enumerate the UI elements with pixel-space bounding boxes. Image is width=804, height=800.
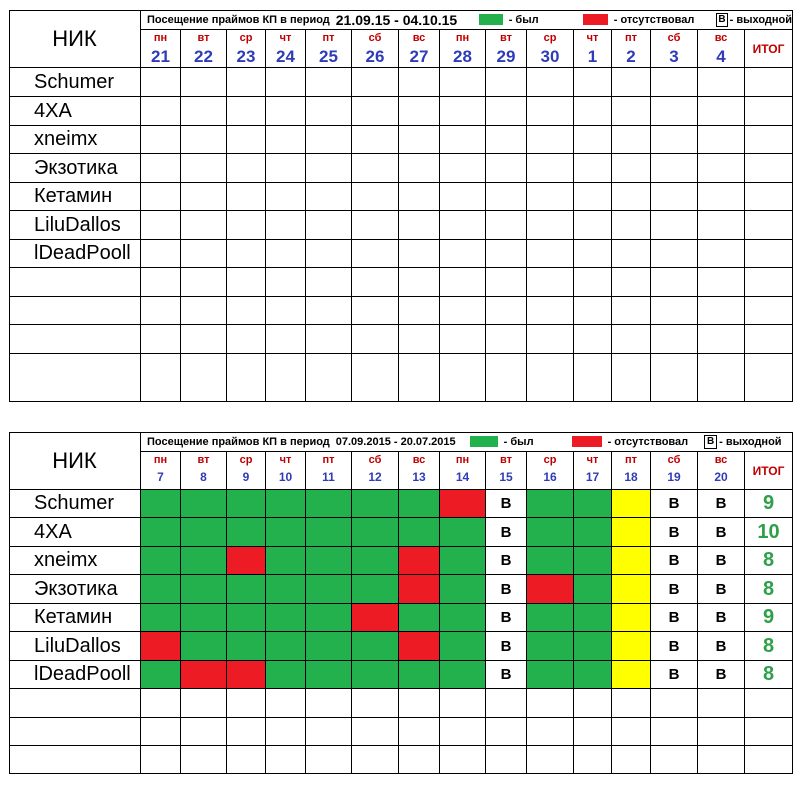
attendance-cell	[486, 689, 527, 718]
day-number: 3	[669, 47, 679, 66]
attendance-cell	[352, 746, 399, 774]
attendance-absent-cell	[440, 490, 486, 518]
attendance-cell	[527, 689, 574, 718]
attendance-cell	[306, 689, 352, 718]
attendance-present-cell	[306, 490, 352, 518]
day-of-week: пт	[624, 32, 638, 44]
legend-dayoff-mark: В	[718, 13, 726, 25]
day-of-week: пн	[153, 454, 168, 466]
attendance-present-cell	[399, 661, 440, 689]
attendance-present-cell	[141, 604, 181, 632]
attendance-present-cell	[227, 632, 266, 661]
day-number: 22	[194, 47, 213, 66]
attendance-present-cell	[181, 518, 227, 547]
legend-absent-label: - отсутствовал	[613, 13, 695, 26]
player-nick: Экзотика	[9, 575, 141, 604]
day-header	[141, 452, 181, 490]
day-of-week: вс	[412, 454, 426, 466]
player-nick	[9, 718, 141, 746]
day-number: 12	[368, 470, 382, 484]
attendance-present-cell	[306, 632, 352, 661]
dayoff-mark: В	[500, 637, 512, 655]
attendance-dayoff-cell	[698, 490, 745, 518]
attendance-present-cell	[527, 632, 574, 661]
attendance-present-cell	[227, 518, 266, 547]
attendance-cell	[141, 689, 181, 718]
attendance-present-cell	[352, 490, 399, 518]
day-of-week: ср	[239, 454, 253, 466]
day-of-week: пт	[322, 32, 335, 44]
period-dates: 21.09.15 - 04.10.15	[335, 11, 458, 28]
attendance-present-cell	[227, 490, 266, 518]
attendance-dayoff-cell	[698, 547, 745, 575]
attendance-present-cell	[141, 490, 181, 518]
attendance-dayoff-cell	[486, 518, 527, 547]
attendance-cell	[651, 718, 698, 746]
day-number: 25	[319, 47, 338, 66]
dayoff-mark: В	[668, 552, 680, 569]
attendance-present-cell	[399, 604, 440, 632]
attendance-absent-cell	[181, 661, 227, 689]
player-nick: Кетамин	[9, 183, 141, 211]
attendance-present-cell	[574, 547, 612, 575]
attendance-cell	[527, 746, 574, 774]
dayoff-mark: В	[668, 609, 680, 626]
attendance-cell	[612, 718, 651, 746]
attendance-cell	[651, 746, 698, 774]
attendance-dayoff-cell	[698, 604, 745, 632]
day-header	[306, 452, 352, 490]
day-of-week: пн	[455, 454, 470, 466]
day-of-week: вт	[499, 454, 512, 466]
attendance-dayoff-cell	[698, 518, 745, 547]
day-number: 1	[587, 47, 598, 66]
attendance-present-cell	[440, 518, 486, 547]
attendance-present-cell	[266, 490, 306, 518]
attendance-dayoff-cell	[486, 490, 527, 518]
legend-dayoff-label: - выходной	[719, 435, 782, 448]
day-of-week: ср	[543, 454, 557, 466]
attendance-cell	[306, 746, 352, 774]
attendance-present-cell	[399, 490, 440, 518]
day-header	[651, 452, 698, 490]
player-nick: LiluDallos	[9, 211, 141, 240]
day-of-week: чт	[586, 454, 599, 466]
day-of-week: сб	[368, 32, 382, 44]
attendance-cell	[574, 718, 612, 746]
attendance-cell	[574, 746, 612, 774]
attendance-cell	[527, 718, 574, 746]
dayoff-mark: В	[500, 523, 512, 541]
period-title-bar	[141, 432, 793, 452]
attendance-holiday-cell	[612, 604, 651, 632]
attendance-present-cell	[352, 547, 399, 575]
attendance-total: 8	[745, 661, 793, 689]
day-of-week: пн	[153, 32, 168, 44]
day-number: 10	[278, 470, 293, 484]
day-header	[486, 452, 527, 490]
attendance-holiday-cell	[612, 518, 651, 547]
attendance-present-cell	[227, 604, 266, 632]
dayoff-mark: В	[500, 666, 512, 683]
attendance-present-cell	[527, 604, 574, 632]
player-nick: xneimx	[9, 126, 141, 154]
day-of-week: чт	[586, 32, 599, 44]
attendance-cell	[306, 718, 352, 746]
attendance-present-cell	[266, 575, 306, 604]
attendance-present-cell	[181, 547, 227, 575]
day-header	[399, 452, 440, 490]
attendance-holiday-cell	[612, 661, 651, 689]
attendance-total	[745, 746, 793, 774]
attendance-cell	[227, 689, 266, 718]
day-header	[352, 452, 399, 490]
attendance-dayoff-cell	[651, 604, 698, 632]
attendance-cell	[227, 718, 266, 746]
day-number: 17	[585, 470, 600, 484]
period-dates: 07.09.2015 - 20.07.2015	[335, 435, 456, 448]
attendance-dayoff-cell	[486, 547, 527, 575]
attendance-absent-cell	[141, 632, 181, 661]
attendance-present-cell	[574, 490, 612, 518]
dayoff-mark: В	[715, 609, 727, 626]
day-number: 23	[236, 47, 256, 66]
dayoff-mark: В	[715, 666, 727, 683]
day-number: 27	[409, 47, 429, 66]
day-of-week: сб	[667, 32, 681, 44]
attendance-dayoff-cell	[698, 632, 745, 661]
attendance-present-cell	[266, 518, 306, 547]
attendance-present-cell	[266, 547, 306, 575]
attendance-cell	[399, 746, 440, 774]
dayoff-mark: В	[715, 580, 727, 598]
day-header	[227, 452, 266, 490]
attendance-cell	[440, 689, 486, 718]
day-number: 8	[200, 470, 207, 484]
day-number: 7	[157, 470, 164, 484]
attendance-cell	[440, 746, 486, 774]
attendance-present-cell	[574, 518, 612, 547]
attendance-cell	[612, 689, 651, 718]
player-nick: xneimx	[9, 547, 141, 575]
day-number: 19	[667, 470, 681, 484]
attendance-dayoff-cell	[651, 632, 698, 661]
day-of-week: ср	[239, 32, 253, 44]
attendance-cell	[141, 718, 181, 746]
attendance-dayoff-cell	[651, 575, 698, 604]
attendance-dayoff-cell	[651, 490, 698, 518]
attendance-cell	[399, 718, 440, 746]
attendance-cell	[486, 718, 527, 746]
nick-column-header: НИК	[9, 10, 141, 68]
dayoff-mark: В	[715, 523, 727, 541]
attendance-present-cell	[181, 575, 227, 604]
day-number: 24	[276, 47, 295, 66]
attendance-absent-cell	[352, 604, 399, 632]
attendance-dayoff-cell	[486, 575, 527, 604]
day-of-week: вс	[714, 454, 728, 466]
total-column-header: ИТОГ	[745, 452, 793, 490]
attendance-cell	[574, 689, 612, 718]
attendance-cell	[440, 718, 486, 746]
total-column-header: ИТОГ	[745, 30, 793, 68]
attendance-cell	[698, 746, 745, 774]
attendance-dayoff-cell	[486, 604, 527, 632]
attendance-present-cell	[266, 604, 306, 632]
dayoff-mark: В	[668, 666, 680, 683]
attendance-cell	[352, 718, 399, 746]
day-number: 26	[365, 47, 385, 66]
attendance-present-cell	[181, 604, 227, 632]
attendance-present-cell	[440, 604, 486, 632]
legend-absent-label: - отсутствовал	[607, 435, 689, 448]
attendance-cell	[698, 689, 745, 718]
dayoff-mark: В	[715, 552, 727, 569]
player-nick: 4XA	[9, 97, 141, 126]
attendance-present-cell	[352, 518, 399, 547]
attendance-total: 10	[745, 518, 793, 547]
attendance-present-cell	[440, 632, 486, 661]
attendance-present-cell	[306, 661, 352, 689]
attendance-present-cell	[574, 604, 612, 632]
attendance-cell	[141, 746, 181, 774]
legend-present-swatch	[470, 436, 498, 447]
day-header	[440, 452, 486, 490]
attendance-cell	[266, 718, 306, 746]
player-nick: Кетамин	[9, 604, 141, 632]
attendance-present-cell	[141, 661, 181, 689]
attendance-present-cell	[399, 518, 440, 547]
attendance-cell	[266, 746, 306, 774]
day-number: 29	[496, 47, 516, 66]
player-nick	[9, 746, 141, 774]
day-number: 28	[453, 47, 472, 66]
player-nick: lDeadPooll	[9, 240, 141, 268]
attendance-present-cell	[352, 661, 399, 689]
attendance-cell	[181, 718, 227, 746]
attendance-total: 8	[745, 632, 793, 661]
day-of-week: чт	[279, 32, 292, 44]
player-nick: LiluDallos	[9, 632, 141, 661]
period-title: Посещение праймов КП в период	[147, 13, 330, 26]
attendance-holiday-cell	[612, 547, 651, 575]
dayoff-mark: В	[715, 495, 727, 512]
player-nick	[9, 689, 141, 718]
dayoff-mark: В	[668, 637, 680, 655]
day-number: 18	[624, 470, 638, 484]
day-number: 13	[412, 470, 426, 484]
attendance-present-cell	[574, 575, 612, 604]
day-of-week: пт	[624, 454, 638, 466]
day-header	[574, 452, 612, 490]
attendance-cell	[181, 746, 227, 774]
dayoff-mark: В	[715, 637, 727, 655]
attendance-absent-cell	[227, 661, 266, 689]
day-of-week: пт	[322, 454, 335, 466]
day-number: 4	[716, 47, 726, 66]
attendance-holiday-cell	[612, 490, 651, 518]
attendance-cell	[352, 689, 399, 718]
day-number: 30	[540, 47, 560, 66]
day-number: 9	[242, 470, 250, 484]
dayoff-mark: В	[500, 580, 512, 598]
attendance-present-cell	[527, 490, 574, 518]
nick-column-header: НИК	[9, 432, 141, 490]
day-of-week: вс	[412, 32, 426, 44]
attendance-present-cell	[306, 518, 352, 547]
attendance-absent-cell	[399, 575, 440, 604]
attendance-present-cell	[527, 547, 574, 575]
attendance-present-cell	[306, 575, 352, 604]
day-header	[266, 452, 306, 490]
day-of-week: сб	[667, 454, 681, 466]
day-header	[181, 452, 227, 490]
attendance-present-cell	[352, 632, 399, 661]
attendance-total: 8	[745, 575, 793, 604]
attendance-dayoff-cell	[698, 575, 745, 604]
attendance-cell	[486, 746, 527, 774]
day-of-week: вт	[197, 32, 210, 44]
attendance-cell	[181, 689, 227, 718]
player-nick: lDeadPooll	[9, 661, 141, 689]
player-nick: Schumer	[9, 68, 141, 97]
attendance-present-cell	[440, 575, 486, 604]
day-of-week: пн	[455, 32, 470, 44]
player-nick: Экзотика	[9, 154, 141, 183]
attendance-absent-cell	[399, 547, 440, 575]
day-number: 14	[455, 470, 470, 484]
day-of-week: вт	[499, 32, 512, 44]
attendance-present-cell	[266, 632, 306, 661]
day-of-week: вс	[714, 32, 728, 44]
attendance-dayoff-cell	[651, 661, 698, 689]
attendance-dayoff-cell	[651, 518, 698, 547]
attendance-present-cell	[266, 661, 306, 689]
day-header	[612, 452, 651, 490]
legend-present-label: - был	[508, 13, 539, 26]
attendance-present-cell	[141, 518, 181, 547]
attendance-present-cell	[352, 575, 399, 604]
dayoff-mark: В	[668, 580, 680, 598]
attendance-total: 9	[745, 490, 793, 518]
attendance-absent-cell	[227, 547, 266, 575]
attendance-cell	[612, 746, 651, 774]
attendance-present-cell	[440, 661, 486, 689]
attendance-cell	[266, 689, 306, 718]
attendance-cell	[651, 689, 698, 718]
day-number: 11	[322, 470, 335, 484]
attendance-present-cell	[574, 661, 612, 689]
legend-dayoff-label: - выходной	[729, 13, 792, 26]
attendance-present-cell	[181, 632, 227, 661]
day-number: 16	[543, 470, 557, 484]
attendance-holiday-cell	[612, 632, 651, 661]
dayoff-mark: В	[668, 495, 680, 512]
period-title: Посещение праймов КП в период	[147, 435, 330, 448]
attendance-total: 8	[745, 547, 793, 575]
day-of-week: ср	[543, 32, 557, 44]
attendance-present-cell	[141, 547, 181, 575]
player-nick: Schumer	[9, 490, 141, 518]
day-of-week: чт	[279, 454, 292, 466]
attendance-cell	[399, 689, 440, 718]
day-header	[527, 452, 574, 490]
attendance-absent-cell	[399, 632, 440, 661]
attendance-total: 9	[745, 604, 793, 632]
attendance-present-cell	[527, 661, 574, 689]
attendance-dayoff-cell	[698, 661, 745, 689]
attendance-holiday-cell	[612, 575, 651, 604]
legend-present-label: - был	[503, 435, 534, 448]
attendance-total	[745, 718, 793, 746]
attendance-cell	[227, 746, 266, 774]
dayoff-mark: В	[500, 495, 512, 512]
attendance-present-cell	[440, 547, 486, 575]
dayoff-mark: В	[668, 523, 680, 541]
day-number: 20	[714, 470, 728, 484]
attendance-absent-cell	[527, 575, 574, 604]
attendance-present-cell	[306, 547, 352, 575]
attendance-total	[745, 689, 793, 718]
attendance-present-cell	[306, 604, 352, 632]
day-header	[698, 452, 745, 490]
day-number: 15	[499, 470, 513, 484]
attendance-present-cell	[141, 575, 181, 604]
attendance-dayoff-cell	[486, 632, 527, 661]
attendance-present-cell	[181, 490, 227, 518]
dayoff-mark: В	[500, 609, 512, 626]
attendance-present-cell	[527, 518, 574, 547]
day-number: 2	[626, 47, 636, 66]
player-nick: 4XA	[9, 518, 141, 547]
dayoff-mark: В	[500, 552, 512, 569]
day-number: 21	[151, 47, 170, 66]
day-of-week: сб	[368, 454, 382, 466]
attendance-present-cell	[574, 632, 612, 661]
legend-dayoff-mark: В	[704, 435, 717, 449]
attendance-dayoff-cell	[651, 547, 698, 575]
attendance-cell	[698, 718, 745, 746]
attendance-present-cell	[227, 575, 266, 604]
legend-absent-swatch	[572, 436, 602, 447]
day-of-week: вт	[197, 454, 210, 466]
attendance-dayoff-cell	[486, 661, 527, 689]
